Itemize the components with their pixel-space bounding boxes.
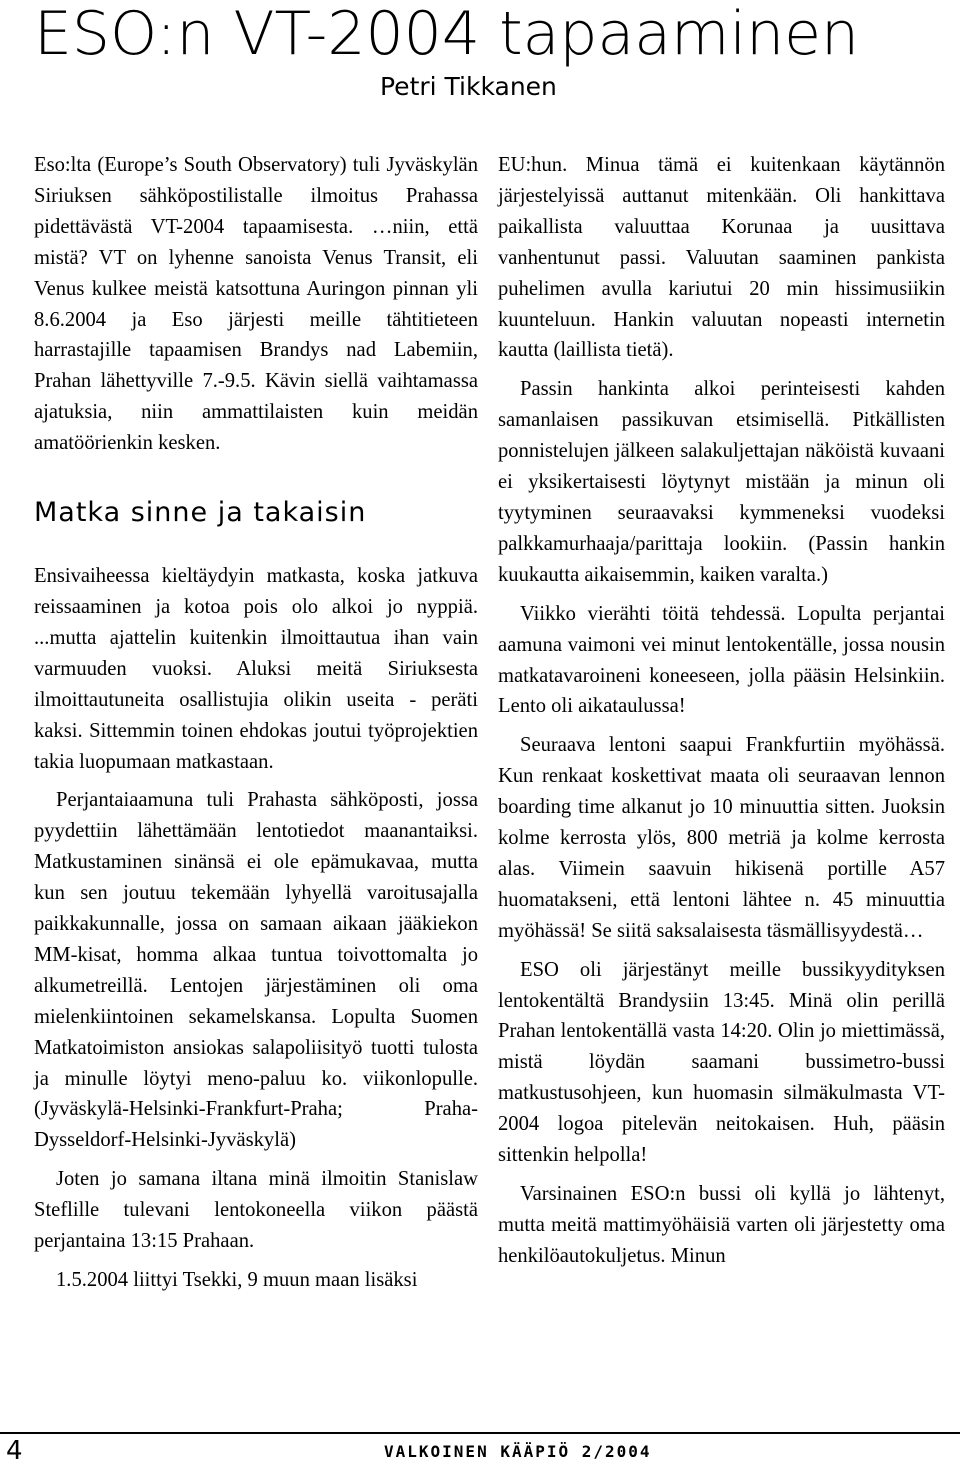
paragraph: 1.5.2004 liittyi Tsekki, 9 muun maan lisäksi <box>56 1269 418 1291</box>
footer-divider <box>0 1432 960 1434</box>
section-heading: Matka sinne ja takaisin <box>34 497 367 529</box>
paragraph: Ensivaiheessa kieltäydyin matkasta, koska jatkuva reissaaminen ja kotoa pois olo alkoi jo nyppiä. ...mutta ajattelin kuitenkin ilmoittautua ihan vain varmuuden vuoksi. Aluksi meitä Siriuksesta ilmoittautuneita osallistujia olikin useita - peräti kaksi. Sittemmin toinen ehdokas joutui työprojektien takia luopumaan matkastaan. <box>34 565 478 773</box>
paragraph: Viikko vierähti töitä tehdessä. Lopulta perjantai aamuna vaimoni vei minut lentokentälle, jossa nousin matkatavaroineni koneeseen, jolla pääsin Helsinkiin. Lento oli aikataulussa! <box>498 602 945 718</box>
paragraph: Seuraava lentoni saapui Frankfurtiin myöhässä. Kun renkaat koskettivat maata oli seuraavan lennon boarding time alkanut jo 10 minuuttia sitten. Juoksin kolme kerrosta ylös, 800 metriä ja kolme kerrosta alas. Viimein saavuin hikisenä portille A57 huomatakseni, että lentoni lähtee n. 45 minuuttia myöhässä! Se siitä saksalaisesta täsmällisyydestä… <box>498 734 945 942</box>
article-title: ESO:n VT-2004 tapaaminen <box>34 0 860 69</box>
paragraph: Joten jo samana iltana minä ilmoitin Stanislaw Steflille tulevani lentokoneella viikon päästä perjantaina 13:15 Prahaan. <box>34 1168 478 1253</box>
paragraph: EU:hun. Minua tämä ei kuitenkaan käytännön järjestelyissä auttanut mitenkään. Oli hankittava paikallista valuuttaa Korunaa ja uusittava vanhentunut passi. Valuutan saaminen pankista puhelimen avulla kariutui 20 min hissimusiikin kuunteluun. Hankin valuutan nopeasti internetin kautta (laillista tietä). <box>498 154 945 362</box>
magazine-name: VALKOINEN KÄÄPIÖ 2/2004 <box>384 1442 652 1461</box>
paragraph: Perjantaiaamuna tuli Prahasta sähköposti, jossa pyydettiin lähettämään lentotiedot maanantaiksi. Matkustaminen sinänsä ei ole epämukavaa, mutta kun sen joutuu tekemään lyhyellä varoitusajalla paikkakunnalle, jossa on samaan aikaan jääkiekon MM-kisat, homma alkaa tuntua toivottomalta jo alkumetreillä. Lentojen järjestäminen oli oma mielenkiintoinen sekamelskansa. Lopulta Suomen Matkatoimiston ansiokas salapoliisityö tuotti tulosta ja minulle löytyi meno-paluu ko. viikonlopulle. (Jyväskylä-Helsinki-Frankfurt-Praha; Praha-Dysseldorf-Helsinki-Jyväskylä) <box>34 789 478 1152</box>
paragraph: Varsinainen ESO:n bussi oli kyllä jo lähtenyt, mutta meitä mattimyöhäisiä varten oli järjestetty oma henkilöautokuljetus. Minun <box>498 1183 945 1267</box>
left-column <box>34 150 478 1304</box>
paragraph: Passin hankinta alkoi perinteisesti kahden samanlaisen passikuvan etsimisellä. Pitkällisten ponnistelujen jälkeen salakuljettajan näköistä kuvaani ei yksikertaisesti löytynyt mistään ja minun oli tyytyminen seuraavaksi kymmeneksi vuodeksi palkkamurhaaja/parittaja lookiin. (Passin hankin kuukautta aikaisemmin, kaiken varalta.) <box>498 378 945 586</box>
right-column <box>498 150 945 1280</box>
page-number: 4 <box>6 1436 23 1466</box>
article-author: Petri Tikkanen <box>380 72 557 101</box>
paragraph: ESO oli järjestänyt meille bussikyydityksen lentokentältä Brandysiin 13:45. Minä olin perillä Prahan lentokentällä vasta 14:20. Olin jo miettimässä, mistä löydän saamani bussimetro-bussi matkustusohjeen, kun huomasin silmäkulmasta VT-2004 logoa pitelevän neitokaisen. Huh, pääsin sittenkin helpolla! <box>498 958 945 1167</box>
paragraph: Eso:lta (Europe’s South Observatory) tuli Jyväskylän Siriuksen sähköpostilistalle ilmoitus Prahassa pidettävästä VT-2004 tapaamisesta. …niin, että mistä? VT on lyhenne sanoista Venus Transit, eli Venus kulkee meistä katsottuna Auringon pinnan yli 8.6.2004 ja Eso järjesti meille tähtitieteen harrastajille tapaamisen Brandys nad Labemiin, Prahan lähettyville 7.-9.5. Kävin siellä vaihtamassa ajatuksia, niin ammattilaisten kuin meidän amatöörienkin kesken. <box>34 154 478 455</box>
